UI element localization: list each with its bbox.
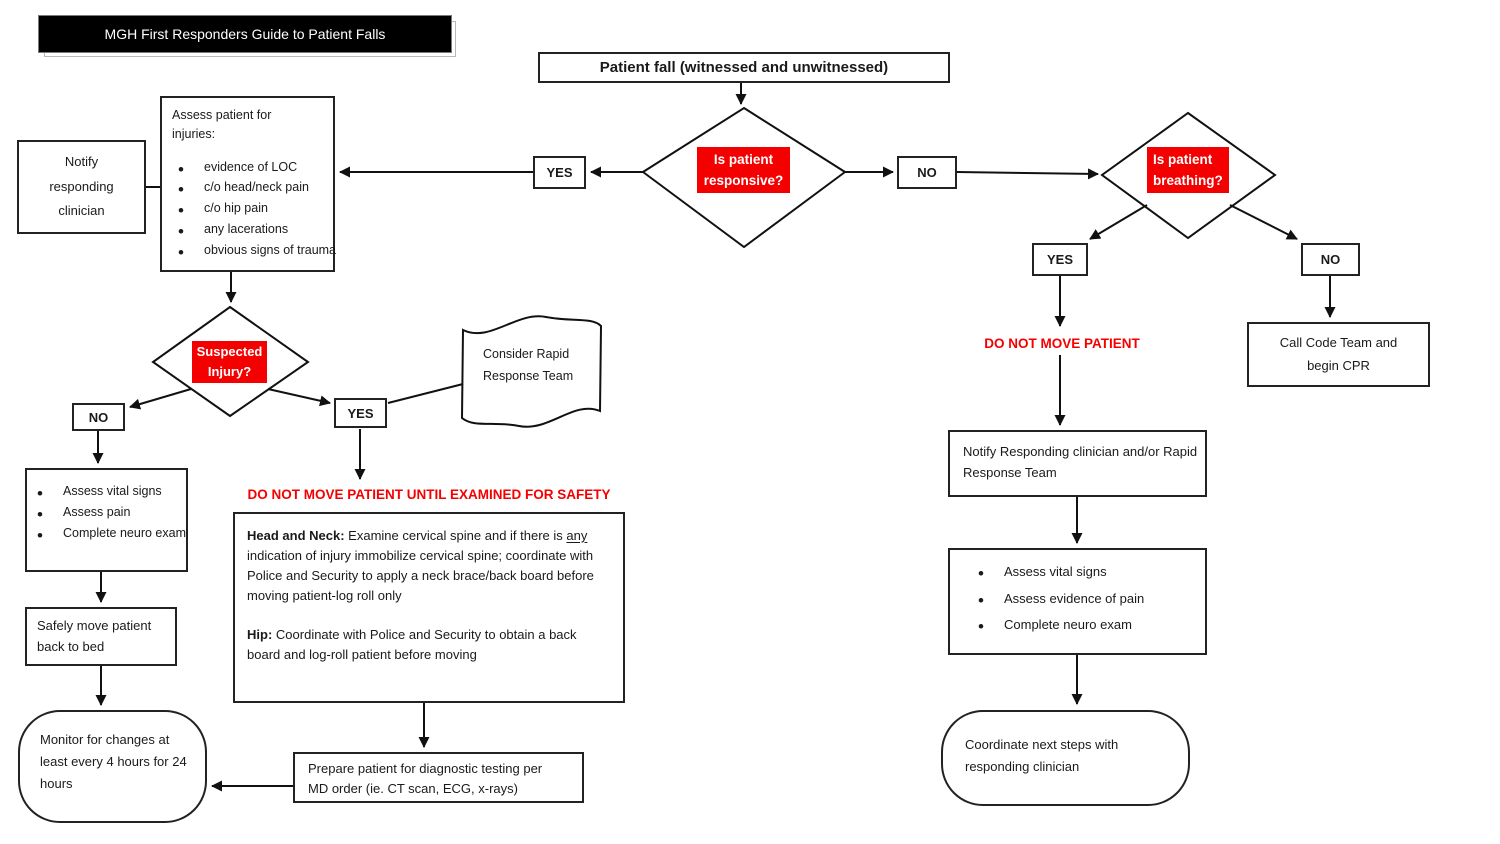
notify-clinician-box (17, 140, 146, 234)
list-item: • obvious signs of trauma (172, 241, 354, 260)
vitals-list-right (972, 562, 1205, 635)
monitor-terminal (18, 710, 207, 823)
list-item: • Complete neuro exam (31, 524, 191, 543)
assess-injuries-list (172, 158, 337, 260)
branch-suspected-no: NO (72, 403, 125, 431)
list-item: • evidence of LOC (172, 158, 329, 177)
list-item: • any lacerations (172, 220, 329, 239)
head-neck-paragraph (247, 526, 611, 607)
coordinate-terminal (941, 710, 1190, 806)
branch-responsive-no: NO (897, 156, 957, 189)
page-title-text: MGH First Responders Guide to Patient Falls (104, 26, 386, 42)
notify-rrt-box (948, 430, 1207, 497)
decision-breathing-label: Is patient breathing? (1147, 147, 1229, 193)
list-item: • c/o head/neck pain (172, 178, 329, 197)
head-neck-underlined-word: any (566, 528, 588, 543)
call-code-box (1247, 322, 1430, 387)
list-item: • Complete neuro exam (972, 615, 1205, 635)
assess-injuries-box (160, 96, 335, 272)
vitals-box-right (948, 548, 1207, 655)
safely-move-box (25, 607, 177, 666)
page-title (38, 15, 452, 53)
prepare-diagnostics-label: Prepare patient for diagnostic testing per MD order (ie. CT scan, ECG, x-rays) (308, 761, 543, 797)
list-item: • Assess pain (31, 503, 186, 522)
start-node-label: Patient fall (witnessed and unwitnessed) (599, 59, 889, 76)
hip-text: Coordinate with Police and Security to obtain a back board and log-roll patient before moving (247, 626, 577, 662)
call-code-label: Call Code Team and begin CPR (1279, 335, 1398, 373)
warning-do-not-move-until-examined: DO NOT MOVE PATIENT UNTIL EXAMINED FOR SAFETY (247, 487, 611, 502)
warning-do-not-move-patient: DO NOT MOVE PATIENT (984, 336, 1140, 351)
consider-rrt-label (483, 344, 595, 388)
safety-instructions-box (233, 512, 625, 703)
vitals-list-left (31, 482, 186, 542)
list-item: • Assess evidence of pain (972, 589, 1205, 609)
consider-rrt-text: Consider Rapid Response Team (483, 347, 574, 383)
branch-breathing-no: NO (1301, 243, 1360, 276)
branch-suspected-yes: YES (334, 398, 387, 428)
branch-responsive-yes: YES (533, 156, 586, 189)
decision-responsive-label: Is patient responsive? (697, 147, 790, 193)
notify-rrt-label: Notify Responding clinician and/or Rapid Response Team (963, 444, 1198, 481)
vitals-box-left (25, 468, 188, 572)
hip-paragraph (247, 625, 611, 665)
list-item: • Assess vital signs (972, 562, 1205, 582)
hip-label: Hip: (247, 626, 273, 642)
branch-breathing-yes: YES (1032, 243, 1088, 276)
prepare-diagnostics-box (293, 752, 584, 803)
safely-move-label: Safely move patient back to bed (37, 618, 152, 654)
coordinate-label: Coordinate next steps with responding clinician (965, 737, 1119, 775)
decision-suspected-injury-label: Suspected Injury? (192, 341, 267, 383)
head-neck-text-post: indication of injury immobilize cervical spine; coordinate with Police and Security to apply a neck brace/back board before moving patient-log roll only (247, 548, 594, 604)
head-neck-text-pre: Examine cervical spine and if there is (348, 528, 567, 543)
start-node (538, 52, 950, 83)
list-item: • Assess vital signs (31, 482, 186, 501)
assess-injuries-heading: Assess patient for injuries: (172, 108, 272, 141)
monitor-label: Monitor for changes at least every 4 hours for 24 hours (40, 732, 187, 792)
head-neck-label: Head and Neck: (247, 528, 345, 543)
notify-clinician-label: Notify responding clinician (49, 153, 114, 219)
list-item: • c/o hip pain (172, 199, 329, 218)
